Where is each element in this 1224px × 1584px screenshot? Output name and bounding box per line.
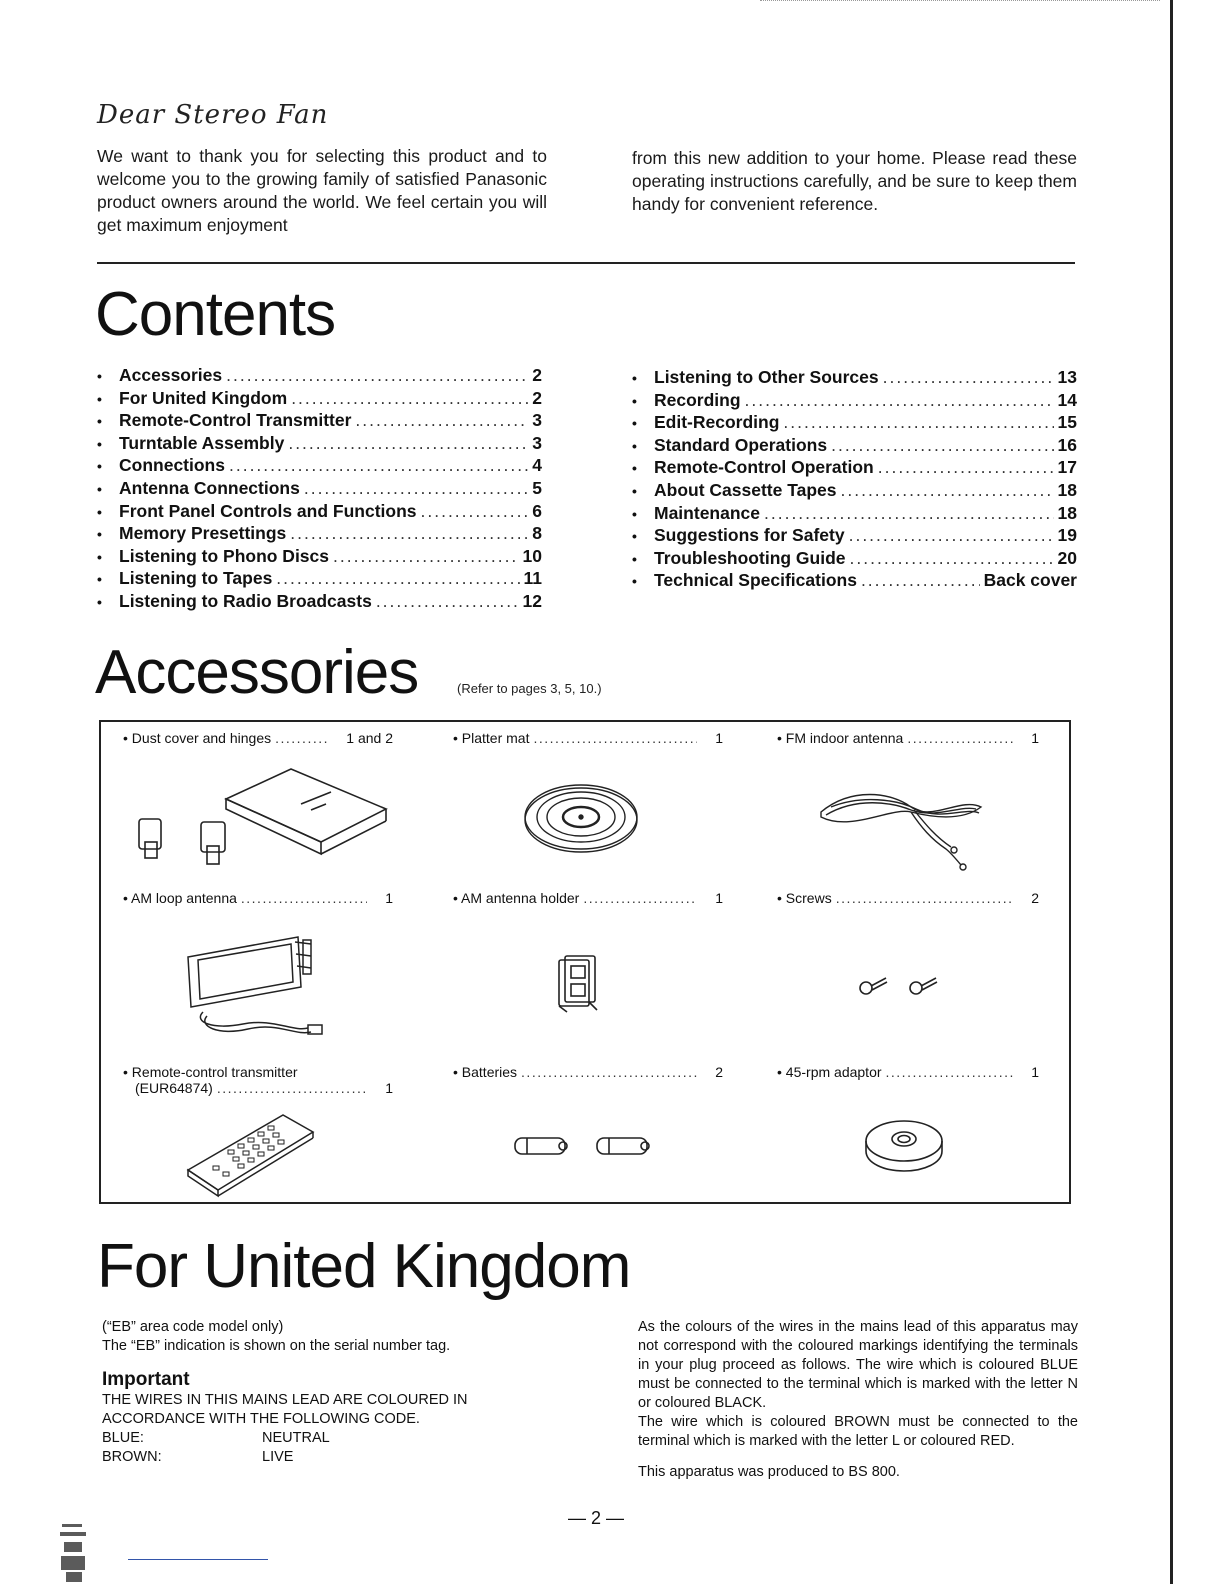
batteries-illustration	[511, 1132, 661, 1162]
toc-entry-page: 12	[522, 590, 542, 611]
leader-dots	[861, 570, 980, 591]
toc-entry-label: Recording	[654, 389, 741, 410]
toc-entry	[97, 546, 542, 569]
bullet-icon: •	[632, 573, 637, 590]
leader-dots	[376, 591, 519, 612]
toc-entry-label: Front Panel Controls and Functions	[119, 500, 417, 521]
screws-illustration	[856, 972, 946, 1002]
bullet-icon: •	[97, 503, 102, 520]
leader-dots	[883, 367, 1054, 388]
rpm-adaptor-illustration	[859, 1117, 949, 1177]
toc-entry-page: 16	[1057, 434, 1077, 455]
toc-entry	[97, 433, 542, 456]
accessories-page-reference: (Refer to pages 3, 5, 10.)	[457, 681, 602, 696]
toc-entry-label: Connections	[119, 455, 225, 476]
toc-entry-page: 18	[1057, 502, 1077, 523]
uk-standard-note: This apparatus was produced to BS 800.	[638, 1464, 900, 1480]
leader-dots	[226, 365, 528, 386]
bullet-icon: •	[97, 480, 102, 497]
toc-entry-page: 19	[1057, 525, 1077, 546]
toc-left-column	[97, 365, 542, 614]
accessory-label: Dust cover and hinges	[131, 730, 272, 746]
page-edge-rule	[1170, 0, 1173, 1584]
uk-heading: For United Kingdom	[97, 1232, 631, 1301]
section-divider	[97, 262, 1075, 264]
toc-entry-page: 13	[1057, 367, 1077, 387]
important-heading: Important	[102, 1369, 190, 1390]
am-loop-antenna-illustration	[183, 932, 333, 1042]
bullet-icon: •	[632, 505, 637, 522]
wire-colour: BROWN:	[102, 1449, 162, 1465]
leader-dots	[878, 457, 1054, 478]
toc-entry-page: 2	[532, 365, 542, 385]
accessory-model-number: (EUR64874)	[135, 1080, 213, 1096]
toc-entry-page: 11	[523, 568, 542, 589]
leader-dots	[850, 548, 1054, 569]
uk-wiring-instructions: As the colours of the wires in the mains lead of this apparatus may not correspond with the coloured markings identifying the terminals in your plug proceed as follows. The wire which is coloured BLUE must be connected to the terminal which is marked with the letter N or coloured BLACK.	[638, 1319, 1078, 1411]
toc-entry-page: 17	[1057, 457, 1077, 478]
accessory-qty: 1 and 2	[346, 730, 393, 746]
bullet-icon: •	[97, 593, 102, 610]
wire-code-row	[102, 1448, 572, 1467]
bullet-icon: •	[632, 460, 637, 477]
toc-entry-label: Remote-Control Operation	[654, 457, 874, 478]
leader-dots	[276, 568, 519, 589]
intro-left-text: We want to thank you for selecting this product and to welcome you to the growing family of satisfied Panasonic product owners around the world. We feel certain you will get maximum enjoyment	[97, 146, 547, 235]
toc-entry-label: Listening to Other Sources	[654, 367, 879, 387]
bullet-icon: •	[632, 392, 637, 409]
toc-entry	[632, 548, 1077, 571]
toc-entry-label: About Cassette Tapes	[654, 479, 837, 500]
leader-dots	[304, 478, 528, 499]
uk-left-column	[102, 1318, 572, 1467]
toc-entry	[97, 365, 542, 388]
accessory-item: • 45-rpm adaptor ..... 1	[777, 1064, 1039, 1080]
leader-dots	[745, 390, 1054, 411]
toc-entry-label: Technical Specifications	[654, 570, 857, 591]
accessory-label: Platter mat	[461, 730, 530, 746]
toc-entry-page: 6	[532, 500, 542, 521]
accessory-label: Remote-control transmitter	[131, 1064, 298, 1080]
contents-heading: Contents	[95, 280, 336, 349]
intro-right-paragraph	[632, 147, 1077, 216]
toc-entry-page: 18	[1057, 479, 1077, 500]
leader-dots	[291, 388, 528, 409]
dust-cover-and-hinges-illustration	[131, 764, 391, 874]
bullet-icon: •	[97, 548, 102, 565]
toc-entry-label: For United Kingdom	[119, 387, 288, 408]
toc-entry-page: 15	[1057, 412, 1077, 433]
toc-right-column	[632, 367, 1077, 593]
accessory-qty: 2	[715, 1064, 723, 1080]
toc-entry-label: Listening to Tapes	[119, 568, 273, 589]
wire-meaning: LIVE	[262, 1449, 294, 1465]
leader-dots	[849, 525, 1054, 546]
toc-entry-page: 3	[532, 410, 542, 431]
leader-dots	[841, 480, 1054, 501]
toc-entry	[97, 478, 542, 501]
accessory-item: • Remote-control transmitter (EUR64874) ..... 1	[123, 1064, 393, 1096]
intro-right-text: from this new addition to your home. Please read these operating instructions carefully, and be sure to keep them handy for convenient reference.	[632, 148, 1077, 214]
toc-entry	[97, 591, 542, 614]
bullet-icon: •	[632, 550, 637, 567]
leader-dots	[783, 412, 1053, 433]
leader-dots	[355, 410, 528, 431]
toc-entry	[97, 455, 542, 478]
accessory-item: • Dust cover and hinges ..... 1 and 2	[123, 730, 393, 746]
accessory-item: • AM loop antenna ..... 1	[123, 890, 393, 906]
accessory-qty: 1	[385, 1080, 393, 1096]
bullet-icon: •	[97, 413, 102, 430]
toc-entry	[632, 435, 1077, 458]
toc-entry-label: Memory Presettings	[119, 523, 287, 544]
accessory-label: 45-rpm adaptor	[785, 1064, 882, 1080]
toc-entry	[97, 501, 542, 524]
toc-entry-page: 3	[532, 432, 542, 453]
leader-dots	[290, 523, 528, 544]
leader-dots	[288, 433, 528, 454]
accessory-label: FM indoor antenna	[785, 730, 904, 746]
toc-entry-label: Maintenance	[654, 502, 760, 523]
scan-smudge	[58, 1520, 118, 1584]
toc-entry-label: Edit-Recording	[654, 412, 780, 433]
fm-antenna-illustration	[811, 777, 991, 877]
toc-entry	[632, 412, 1077, 435]
toc-entry	[97, 410, 542, 433]
toc-entry-page: 4	[532, 455, 542, 476]
toc-entry-label: Listening to Radio Broadcasts	[119, 590, 372, 611]
important-text: THE WIRES IN THIS MAINS LEAD ARE COLOURED IN ACCORDANCE WITH THE FOLLOWING CODE.	[102, 1392, 468, 1427]
bullet-icon: •	[632, 370, 637, 386]
accessory-qty: 1	[385, 890, 393, 906]
toc-entry-label: Accessories	[119, 365, 223, 385]
accessories-box	[99, 720, 1071, 1204]
bullet-icon: •	[97, 526, 102, 543]
wire-meaning: NEUTRAL	[262, 1430, 330, 1446]
bullet-icon: •	[632, 528, 637, 545]
bullet-icon: •	[97, 390, 102, 407]
leader-dots	[333, 546, 519, 567]
accessory-qty: 1	[715, 730, 723, 746]
accessory-qty: 1	[1031, 730, 1039, 746]
toc-entry	[632, 367, 1077, 390]
toc-entry-label: Troubleshooting Guide	[654, 547, 846, 568]
uk-right-column	[638, 1318, 1078, 1482]
toc-entry	[632, 503, 1077, 526]
bullet-icon: •	[97, 571, 102, 588]
toc-entry-page: 14	[1057, 389, 1077, 410]
accessory-item: • Batteries ..... 2	[453, 1064, 723, 1080]
accessory-label: Screws	[785, 890, 832, 906]
leader-dots	[764, 503, 1054, 524]
toc-entry	[97, 568, 542, 591]
leader-dots	[229, 455, 528, 476]
accessory-label: Batteries	[461, 1064, 518, 1080]
leader-dots	[421, 501, 529, 522]
wire-code-row	[102, 1429, 572, 1448]
toc-entry	[632, 457, 1077, 480]
toc-entry	[97, 388, 542, 411]
bullet-icon: •	[97, 435, 102, 452]
bullet-icon: •	[97, 458, 102, 475]
uk-brown-wire-instructions: The wire which is coloured BROWN must be connected to the terminal which is marked with the letter L or coloured RED.	[638, 1414, 1078, 1449]
wire-colour: BLUE:	[102, 1430, 144, 1446]
accessory-item: • AM antenna holder ..... 1	[453, 890, 723, 906]
accessory-qty: 1	[1031, 1064, 1039, 1080]
toc-entry-page: Back cover	[983, 570, 1077, 591]
accessory-item: • Platter mat ..... 1	[453, 730, 723, 746]
accessory-qty: 1	[715, 890, 723, 906]
toc-entry-label: Suggestions for Safety	[654, 525, 845, 546]
toc-entry-label: Remote-Control Transmitter	[119, 410, 352, 431]
toc-entry-label: Antenna Connections	[119, 477, 300, 498]
bullet-icon: •	[632, 482, 637, 499]
toc-entry-page: 5	[532, 477, 542, 498]
toc-entry-page: 20	[1057, 547, 1077, 568]
toc-entry	[632, 525, 1077, 548]
toc-entry	[97, 523, 542, 546]
toc-entry	[632, 570, 1077, 593]
uk-serial-note: The “EB” indication is shown on the serial number tag.	[102, 1338, 451, 1354]
accessory-label: AM loop antenna	[131, 890, 237, 906]
scan-specks	[760, 0, 1160, 5]
toc-entry-page: 10	[522, 545, 542, 566]
accessory-qty: 2	[1031, 890, 1039, 906]
page-number: — 2 —	[568, 1508, 625, 1528]
bullet-icon: •	[632, 437, 637, 454]
toc-entry	[632, 480, 1077, 503]
toc-entry	[632, 390, 1077, 413]
accessory-item: • FM indoor antenna ..... 1	[777, 730, 1039, 746]
toc-entry-label: Listening to Phono Discs	[119, 545, 330, 566]
uk-area-note: (“EB” area code model only)	[102, 1319, 284, 1335]
platter-mat-illustration	[521, 782, 641, 857]
toc-entry-page: 2	[532, 387, 542, 408]
bullet-icon: •	[97, 368, 102, 384]
remote-control-illustration	[183, 1110, 318, 1200]
bottom-link-line	[128, 1559, 268, 1560]
toc-entry-page: 8	[532, 523, 542, 544]
accessory-item: • Screws ..... 2	[777, 890, 1039, 906]
leader-dots	[831, 435, 1053, 456]
bullet-icon: •	[632, 415, 637, 432]
toc-entry-label: Turntable Assembly	[119, 432, 285, 453]
accessories-heading: Accessories	[95, 638, 419, 707]
greeting-title: Dear Stereo Fan	[97, 100, 329, 130]
intro-left-paragraph	[97, 145, 547, 237]
accessory-label: AM antenna holder	[461, 890, 580, 906]
toc-entry-label: Standard Operations	[654, 434, 828, 455]
antenna-holder-illustration	[551, 950, 607, 1016]
